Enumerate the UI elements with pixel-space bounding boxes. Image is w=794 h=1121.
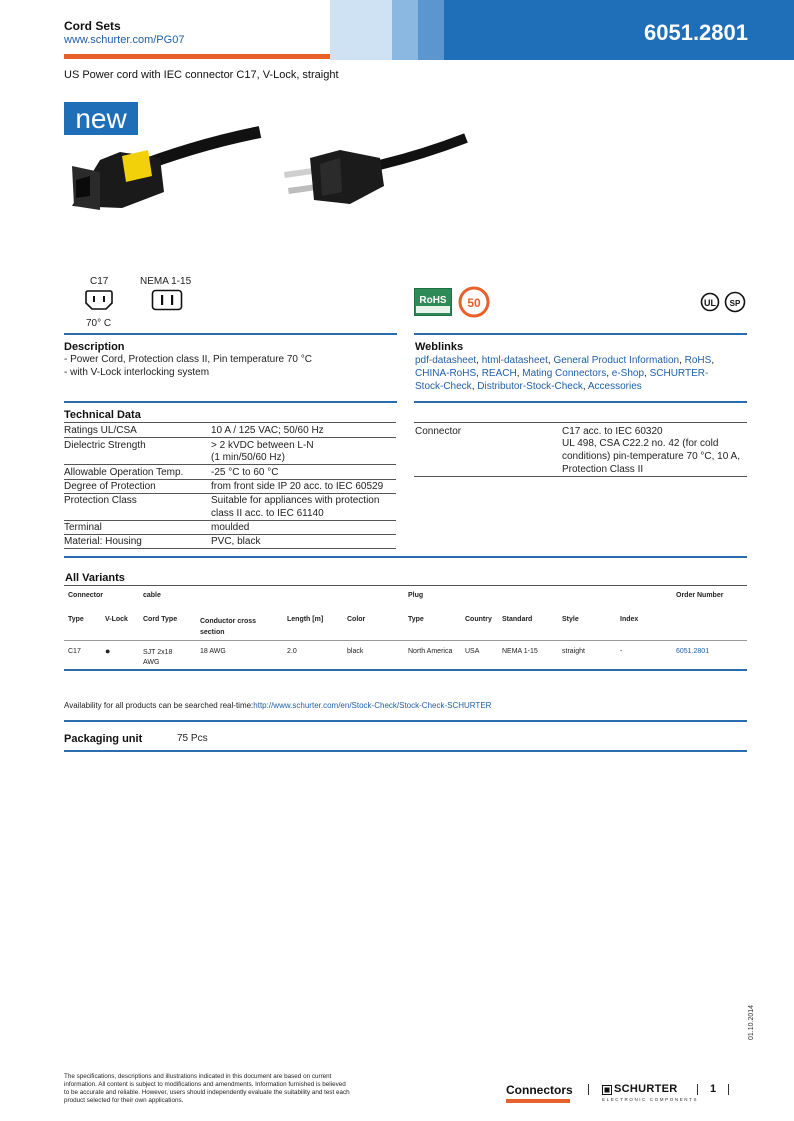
header-blue-band-mid2 [418,0,444,60]
technical-divider-right [414,401,747,403]
cell-conductor: 18 AWG [200,648,226,655]
technical-title: Technical Data [64,409,141,421]
header-category: Cord Sets [64,19,121,33]
variants-title-rule [64,585,747,586]
footer-page-number: 1 [710,1083,717,1095]
footer-orange-bar [506,1099,570,1103]
packaging-bottom-rule [64,750,747,752]
availability-text: Availability for all products can be searched real-time: [64,701,254,710]
col-type: Type [68,616,84,623]
svg-text:UL: UL [704,298,716,308]
cell-order-number[interactable]: 6051.2801 [676,648,710,655]
link-distributor-stock-check[interactable]: Distributor-Stock-Check [477,381,583,392]
link-accessories[interactable]: Accessories [587,381,642,392]
ul-recognized-icon [700,292,720,312]
connector-line-4: Protection Class II [562,464,644,475]
new-badge-label: new [75,103,127,134]
connector-line-2: UL 498, CSA C22.2 no. 42 (for cold [562,438,719,449]
description-line-2: - with V-Lock interlocking system [64,367,210,378]
tech-row-rule [64,493,396,494]
rohs-compliant-icon [414,288,452,316]
availability-link[interactable]: http://www.schurter.com/en/Stock-Check/Stock-Check-SCHURTER [253,701,492,710]
link-rohs[interactable]: RoHS [684,355,712,366]
description-line-1: - Power Cord, Protection class II, Pin temperature 70 °C [64,354,312,365]
connector-line-3: conditions) pin-temperature 70 °C, 10 A, [562,451,740,462]
tech-row-rule [64,534,396,535]
link-china-rohs[interactable]: CHINA-RoHS [415,368,477,379]
col-vlock: V-Lock [105,616,128,623]
cell-length: 2.0 [287,648,297,655]
col-standard: Standard [502,616,533,623]
china-rohs-50-icon [456,286,492,318]
disclaimer-line-1: The specifications, descriptions and illustrations indicated in this document are based on current [64,1073,332,1080]
tech-row-rule [64,464,396,465]
tech-label-dielectric: Dielectric Strength [64,440,146,451]
cell-type: C17 [68,648,81,655]
tech-label-protection-degree: Degree of Protection [64,481,156,492]
description-title: Description [64,341,125,353]
cell-cord-type: SJT 2x18 AWG [143,649,173,666]
c17-symbol-label: C17 [90,276,109,287]
schurter-logo-icon [602,1085,612,1095]
packaging-label: Packaging unit [64,733,143,745]
footer-disclaimer [64,1073,414,1105]
nema-outline-icon [151,289,183,311]
c17-connector-image [60,120,265,225]
cell-country: USA [465,648,480,655]
tech-value-dielectric-2: (1 min/50/60 Hz) [211,452,285,463]
col-length: Length [m] [287,616,324,623]
nema-symbol-label: NEMA 1-15 [140,276,192,287]
packaging-top-rule [64,720,747,722]
header-blue-band-light [330,0,392,60]
tech-value-ratings: 10 A / 125 VAC; 50/60 Hz [211,425,324,436]
cell-vlock: ● [105,646,111,656]
col-cord-type: Cord Type [143,616,178,623]
subtitle: US Power cord with IEC connector C17, V-Lock, straight [64,69,339,81]
link-general-product-information[interactable]: General Product Information [553,355,680,366]
description-divider-left [64,333,397,335]
tech-label-temp: Allowable Operation Temp. [64,467,184,478]
variants-bottom-rule [64,669,747,671]
cell-index: - [620,648,623,655]
tech-label-material: Material: Housing [64,536,142,547]
cell-style: straight [562,648,585,655]
col-country: Country [465,616,492,623]
weblinks-title: Weblinks [415,341,464,353]
tech-value-dielectric: > 2 kVDC between L-N [211,440,314,451]
packaging-value: 75 Pcs [177,733,208,744]
c17-temp-label: 70° C [86,318,112,329]
col-style: Style [562,616,579,623]
footer-brand: SCHURTER [614,1083,678,1095]
variants-title: All Variants [65,572,125,584]
link-e-shop[interactable]: e-Shop [611,368,645,379]
col-index: Index [620,616,639,623]
group-plug: Plug [408,592,424,599]
variants-divider [64,556,747,558]
cell-plug-type: North America [408,648,453,655]
cell-standard: NEMA 1-15 [502,648,538,655]
connector-label: Connector [415,426,462,437]
c17-outline-icon [84,289,114,311]
connector-top-rule [414,422,747,423]
tech-row-rule [64,479,396,480]
svg-text:50: 50 [467,296,481,310]
tech-label-protection-class: Protection Class [64,495,137,506]
header-url[interactable]: www.schurter.com/PG07 [64,34,185,46]
csa-icon [724,291,746,313]
link-mating-connectors[interactable]: Mating Connectors [522,368,607,379]
disclaimer-line-3: to be accurate and reliable. However, users should independently evaluate the suitability and test each [64,1089,350,1096]
tech-row-rule [64,520,396,521]
tech-label-terminal: Terminal [64,522,102,533]
disclaimer-line-4: product selected for their own applications. [64,1097,184,1104]
svg-text:RoHS: RoHS [419,295,447,306]
header-blue-band-mid [392,0,418,60]
part-number: 6051.2801 [644,20,748,45]
nema-plug-image [280,128,470,218]
link-schurter-stock-check[interactable]: SCHURTER-Stock-Check [415,368,709,392]
footer-separator-1 [588,1084,589,1095]
tech-value-temp: -25 °C to 60 °C [211,467,279,478]
group-cable: cable [143,592,161,599]
tech-row-rule [64,548,396,549]
footer-section: Connectors [506,1083,573,1097]
group-connector: Connector [68,592,103,599]
link-pdf-datasheet[interactable]: pdf-datasheet [415,355,477,366]
tech-value-protection-class: Suitable for appliances with protection [211,495,380,506]
footer-separator-2 [697,1084,698,1095]
link-html-datasheet[interactable]: html-datasheet [481,355,548,366]
footer-separator-3 [728,1084,729,1095]
svg-text:SP: SP [729,299,741,308]
tech-value-material: PVC, black [211,536,261,547]
tech-value-protection-degree: from front side IP 20 acc. to IEC 60529 [211,481,384,492]
description-divider-right [414,333,747,335]
connector-line-1: C17 acc. to IEC 60320 [562,426,663,437]
group-order-number: Order Number [676,592,724,599]
connector-bottom-rule [414,476,747,477]
tech-value-terminal: moulded [211,522,250,533]
col-conductor: Conductor cross section [200,618,257,636]
header-orange-bar [64,54,363,59]
col-plug-type: Type [408,616,424,623]
date-stamp: 01.10.2014 [748,1004,755,1040]
technical-divider-left [64,401,397,403]
tech-row-rule [64,422,396,423]
footer-brand-sub: ELECTRONIC COMPONENTS [602,1097,699,1102]
link-reach[interactable]: REACH [481,368,517,379]
disclaimer-line-2: information. All content is subject to modifications and amendments. Information furnished is believed [64,1081,346,1088]
cell-color: black [347,648,364,655]
tech-value-protection-class-2: class II acc. to IEC 61140 [211,508,324,519]
weblinks-list: pdf-datasheet, html-datasheet, General Product Information, RoHS, CHINA-RoHS, REACH, Mating Connectors, e-Shop, SCHURTER-Stock-Check, Distributor-Stock-Check, Accessories [415,355,715,392]
variants-header-rule [64,640,747,641]
tech-label-ratings: Ratings UL/CSA [64,425,137,436]
tech-row-rule [64,437,396,438]
col-color: Color [347,616,366,623]
availability-line [64,701,491,710]
